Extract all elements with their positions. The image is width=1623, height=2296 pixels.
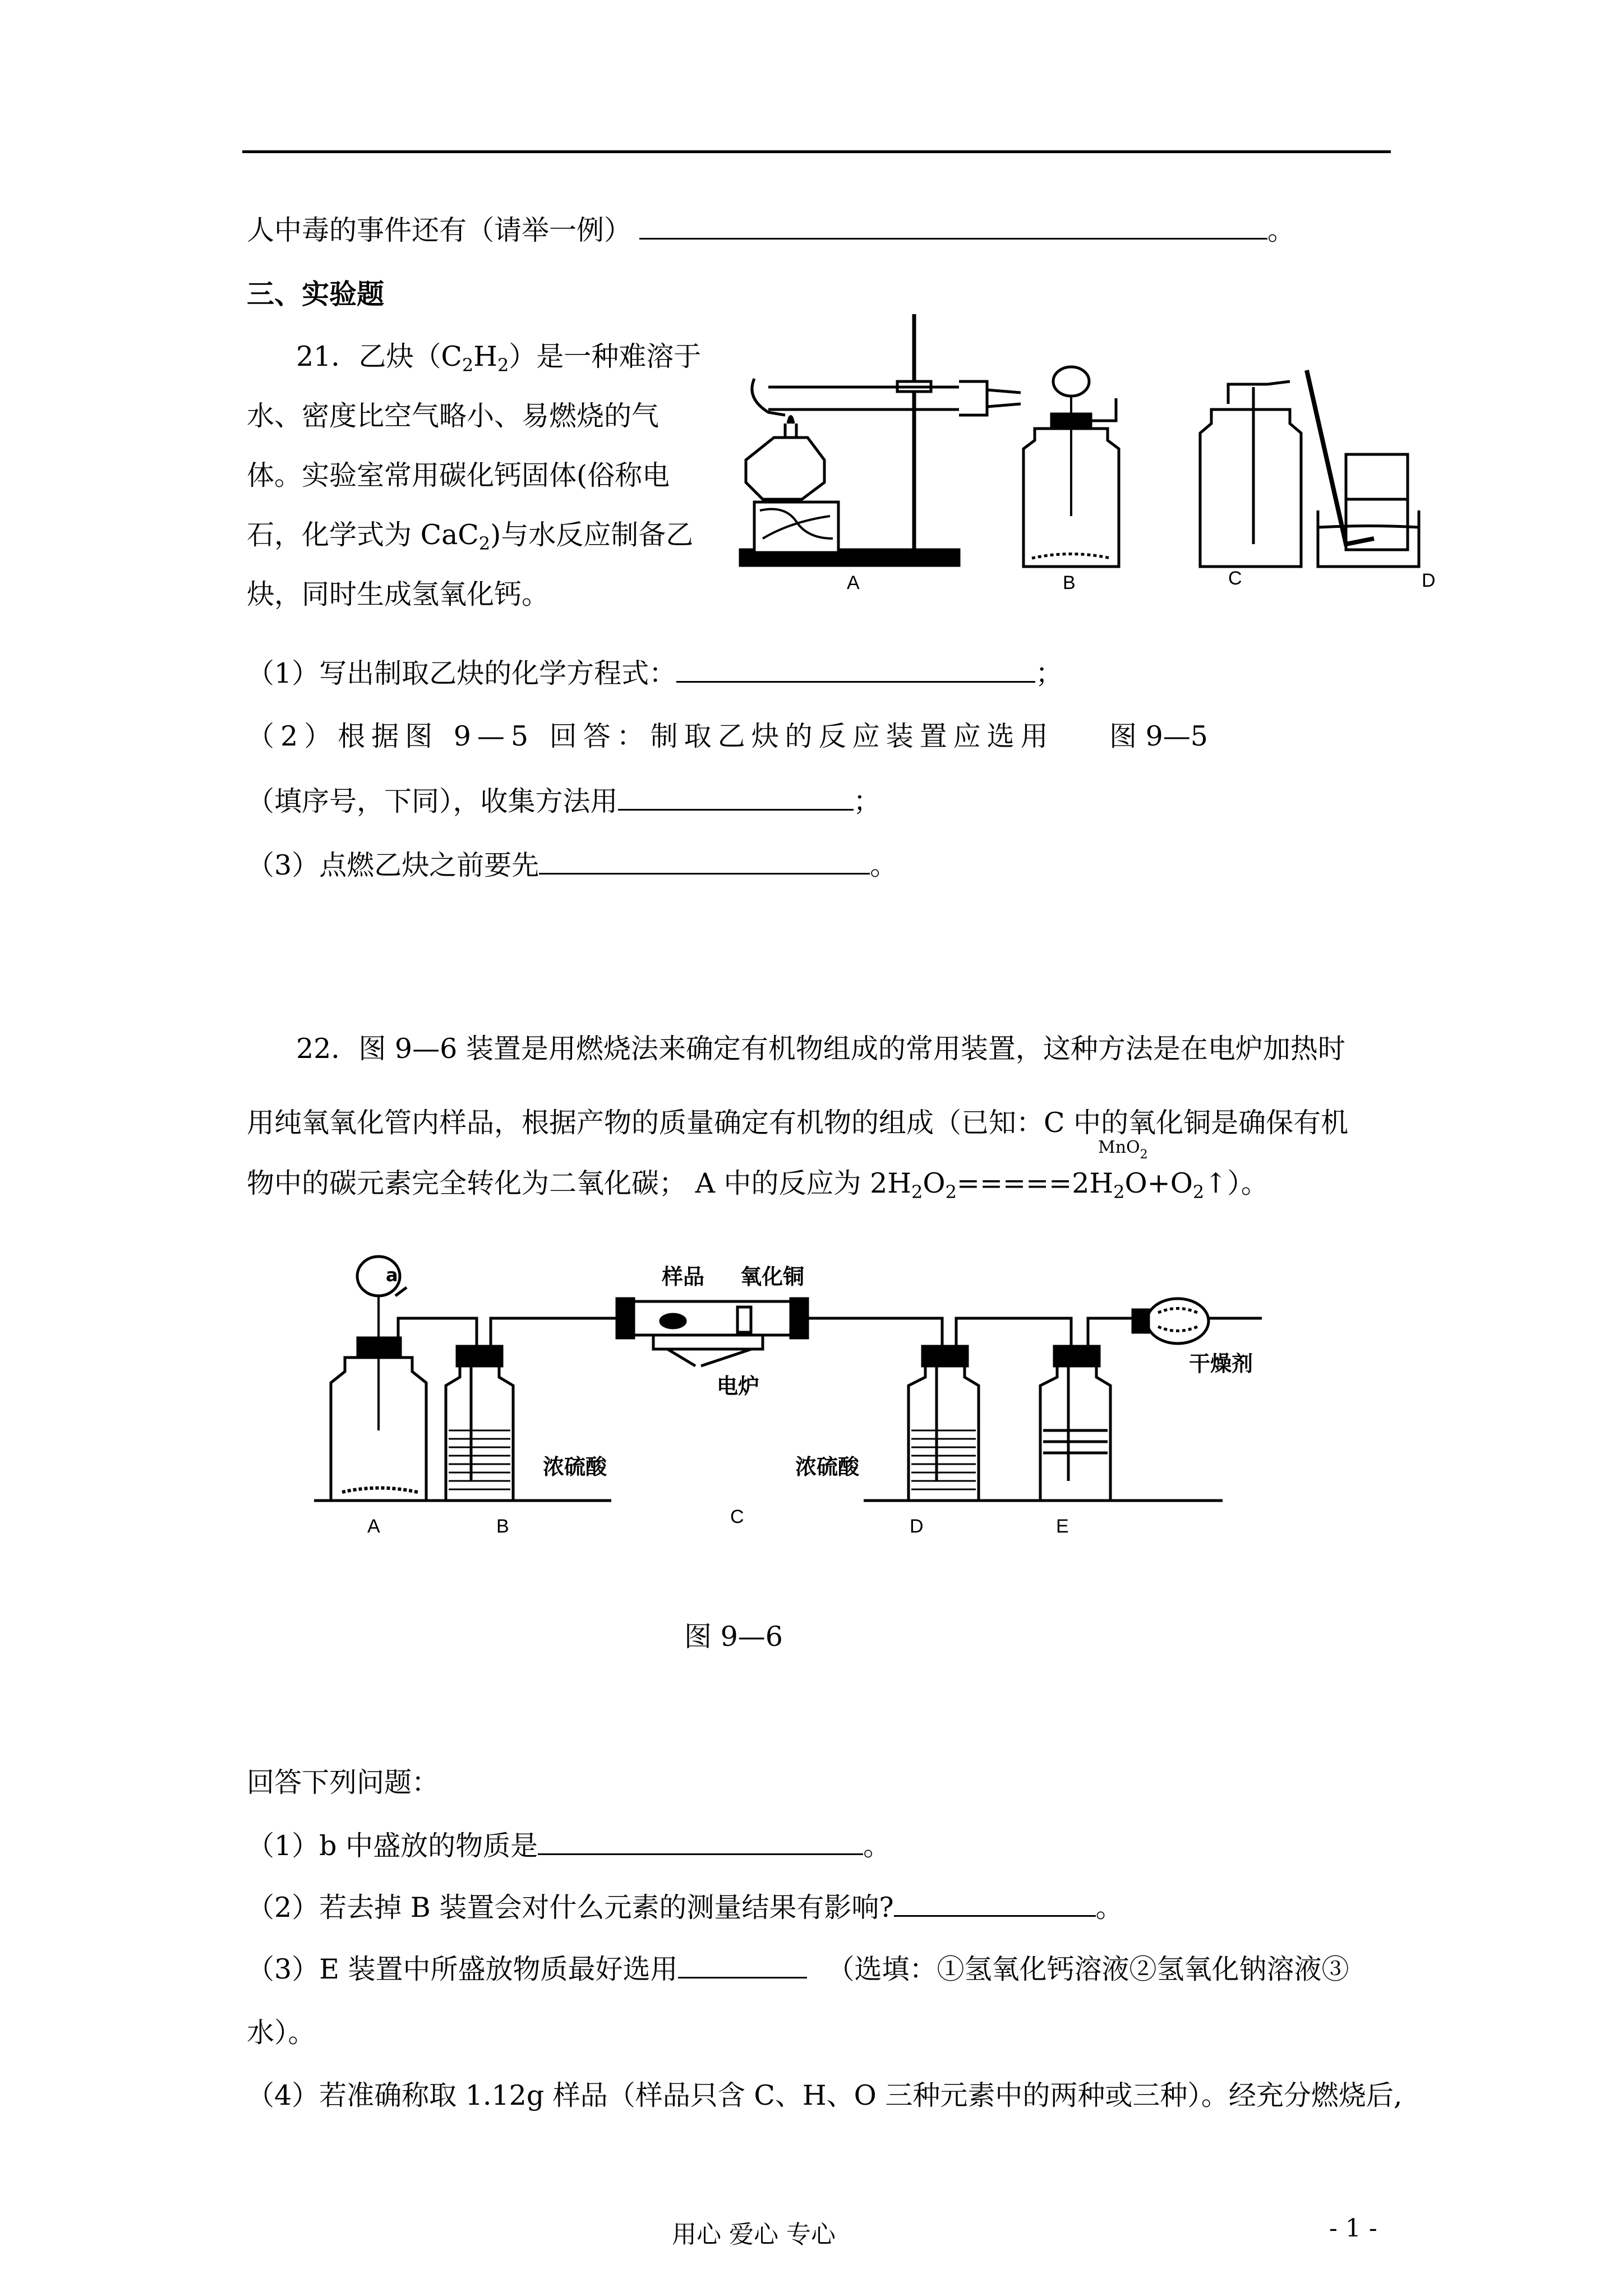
apparatus-label-d: D bbox=[1422, 570, 1436, 591]
furnace-label: 电炉 bbox=[717, 1374, 760, 1398]
answer-blank[interactable] bbox=[538, 1828, 863, 1855]
acid-label-d: 浓硫酸 bbox=[795, 1455, 860, 1479]
catalyst-label: MnO$_2$ bbox=[1098, 1138, 1148, 1162]
q22-line-1: 22．图 9—6 装置是用燃烧法来确定有机物组成的常用装置，这种方法是在电炉加热时 bbox=[296, 1033, 1345, 1065]
answer-blank[interactable] bbox=[894, 1889, 1096, 1917]
answer-blank[interactable] bbox=[618, 783, 854, 811]
q21-part-1: （1）写出制取乙炔的化学方程式： ； bbox=[247, 655, 1063, 691]
q22-line-3: 物中的碳元素完全转化为二氧化碳； A 中的反应为 $2H_2O_2=====2H_2O+O_2↑$）。 bbox=[247, 1167, 1269, 1203]
q22-part-3: （3）E 装置中所盛放物质最好选用 （选填：①氢氧化钙溶液②氢氧化钠溶液③ bbox=[247, 1951, 1349, 1986]
q21-line-3: 体。实验室常用碳化钙固体(俗称电 bbox=[247, 459, 670, 491]
bottle-label-e: E bbox=[1056, 1516, 1069, 1537]
q22-part-1: （1）b 中盛放的物质是 。 bbox=[247, 1828, 891, 1863]
answer-blank[interactable] bbox=[678, 1951, 807, 1978]
q21-line-4: 石，化学式为 CaC$_2$)与水反应制备乙 bbox=[247, 519, 694, 554]
tube-label-c: C bbox=[730, 1506, 744, 1527]
q21-part-2b: （填序号，下同），收集方法用 ； bbox=[247, 783, 881, 818]
bottle-label-d: D bbox=[910, 1516, 924, 1537]
figure-9-6 bbox=[314, 1245, 1335, 1559]
bottle-label-b: B bbox=[496, 1516, 509, 1537]
q21-line-5: 炔，同时生成氢氧化钙。 bbox=[247, 578, 550, 610]
section-title: 三、实验题 bbox=[247, 278, 385, 310]
q22-part-3-cont: 水）。 bbox=[247, 2017, 316, 2049]
q22-part-2: （2）若去掉 B 装置会对什么元素的测量结果有影响? 。 bbox=[247, 1889, 1123, 1925]
answer-blank[interactable] bbox=[676, 655, 1035, 683]
footer-motto: 用心 爱心 专心 bbox=[672, 2220, 836, 2249]
apparatus-label-c: C bbox=[1228, 568, 1242, 589]
sample-label: 样品 bbox=[662, 1264, 705, 1289]
q20-tail: 人中毒的事件还有（请举一例） 。 bbox=[247, 212, 1295, 247]
figure-9-5-caption: 图 9—5 bbox=[1109, 720, 1208, 752]
q21-part-3: （3）点燃乙炔之前要先 。 bbox=[247, 847, 897, 882]
q22-line-2: 用纯氧氧化管内样品，根据产物的质量确定有机物的组成（已知：C 中的氧化铜是确保有机 bbox=[247, 1107, 1349, 1139]
q22-intro: 回答下列问题： bbox=[247, 1766, 440, 1798]
header-rule bbox=[242, 150, 1391, 153]
copper-oxide-label: 氧化铜 bbox=[740, 1264, 805, 1289]
answer-blank[interactable] bbox=[639, 212, 1267, 240]
apparatus-label-a: A bbox=[847, 572, 860, 593]
q21-line-1: 21．乙炔$(C_2H_2)$是一种难溶于 bbox=[296, 341, 702, 376]
figure-9-6-caption: 图 9—6 bbox=[684, 1621, 783, 1653]
answer-blank[interactable] bbox=[539, 847, 870, 875]
desiccant-label: 干燥剂 bbox=[1189, 1351, 1253, 1376]
q21-line-2: 水、密度比空气略小、易燃烧的气 bbox=[247, 400, 660, 432]
bottle-label-a: A bbox=[367, 1516, 380, 1537]
figure-9-5 bbox=[729, 303, 1514, 606]
q21-part-2: （2）根据图 9—5 回答：制取乙炔的反应装置应选用 bbox=[247, 720, 1054, 752]
acid-label-b: 浓硫酸 bbox=[543, 1455, 607, 1479]
page-number: - 1 - bbox=[1329, 2214, 1377, 2243]
stopcock-label: a bbox=[386, 1264, 398, 1286]
q22-part-4: （4）若准确称取 1.12g 样品（样品只含 C、H、O 三种元素中的两种或三种）。经充分燃烧后, bbox=[247, 2079, 1403, 2111]
apparatus-label-b: B bbox=[1063, 572, 1076, 593]
